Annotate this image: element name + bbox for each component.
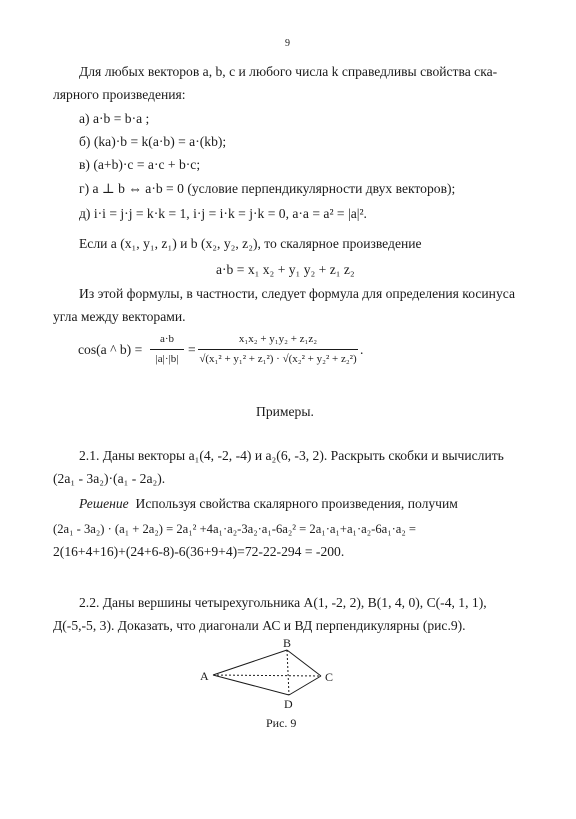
coords-line: Если a (x₁, y₁, z₁) и b (x₂, y₂, z₂), то скалярное произведение xyxy=(79,236,422,251)
solution-line xyxy=(79,496,458,512)
property-d: д) i·i = j·j = k·k = 1, i·j = i·k = j·k = 0, a·a = a² = |a|². xyxy=(79,206,367,221)
fraction-2-bar xyxy=(198,349,358,350)
diagonal-bd xyxy=(287,650,289,695)
cosine-lhs: cos(a ^ b) = xyxy=(78,342,143,357)
example-1-line-5: 2(16+4+16)+(24+6-8)-6(36+9+4)=72-22-294 = -200. xyxy=(53,544,345,559)
example-2-line-1: 2.2. Даны вершины четырехугольника А(1, -2, 2), В(1, 4, 0), С(-4, 1, 1), xyxy=(79,595,487,610)
vertex-label-a: A xyxy=(200,669,209,683)
page-number: 9 xyxy=(285,38,290,49)
cosine-equals: = xyxy=(188,342,196,357)
example-1-line-1: 2.1. Даны векторы a₁(4, -2, -4) и a₂(6, -3, 2). Раскрыть скобки и вычислить xyxy=(79,448,504,463)
vertex-label-d: D xyxy=(284,697,293,711)
cosine-tail: . xyxy=(360,342,364,357)
diagonal-ac xyxy=(213,675,321,676)
property-a: а) a·b = b·a ; xyxy=(79,111,150,126)
fraction-2-denominator: √(x₁² + y₁² + z₁²) · √(x₂² + y₂² + z₂²) xyxy=(199,353,357,365)
edge-cd xyxy=(289,676,321,695)
solution-label: Решение xyxy=(79,496,129,511)
cosine-formula xyxy=(78,329,368,371)
fraction-1-denominator: |a|·|b| xyxy=(155,353,179,365)
edge-bc xyxy=(287,650,321,676)
example-1-line-4: (2a₁ - 3a₂) · (a₁ + 2a₂) = 2a₁² +4a₁·a₂-3a₂·a₁-6a₂² = 2a₁·a₁+a₁·a₂-6a₁·a₂ = xyxy=(53,522,417,536)
example-2-line-2: Д(-5,-5, 3). Доказать, что диагонали АС и ВД перпендикулярны (рис.9). xyxy=(53,618,466,633)
cosine-intro-line-2: угла между векторами. xyxy=(53,309,186,324)
examples-title: Примеры. xyxy=(256,404,314,419)
vertex-label-b: B xyxy=(283,636,292,650)
intro-line-1: Для любых векторов a, b, c и любого числа k справедливы свойства ска- xyxy=(79,64,498,79)
intro-line-2: лярного произведения: xyxy=(53,87,186,102)
edge-da xyxy=(213,675,289,695)
property-b: б) (ka)·b = k(a·b) = a·(kb); xyxy=(79,134,227,149)
figure-caption: Рис. 9 xyxy=(266,716,297,730)
fraction-2-numerator: x₁x₂ + y₁y₂ + z₁z₂ xyxy=(238,333,318,345)
dot-product-formula: a·b = x₁ x₂ + y₁ y₂ + z₁ z₂ xyxy=(216,262,355,277)
example-1-line-2: (2a₁ - 3a₂)·(a₁ - 2a₂). xyxy=(53,471,166,486)
cosine-intro-line-1: Из этой формулы, в частности, следует формула для определения косинуса xyxy=(79,286,515,301)
fraction-1-numerator: a·b xyxy=(159,333,175,345)
vertex-label-c: C xyxy=(325,670,334,684)
property-g: г) a ⊥ b ⇔ a·b = 0 (условие перпендикулярности двух векторов); xyxy=(79,181,456,196)
fraction-1-bar xyxy=(150,349,184,350)
property-v: в) (a+b)·c = a·c + b·c; xyxy=(79,157,201,172)
edge-ab xyxy=(213,650,287,675)
solution-text: Используя свойства скалярного произведения, получим xyxy=(135,496,458,511)
